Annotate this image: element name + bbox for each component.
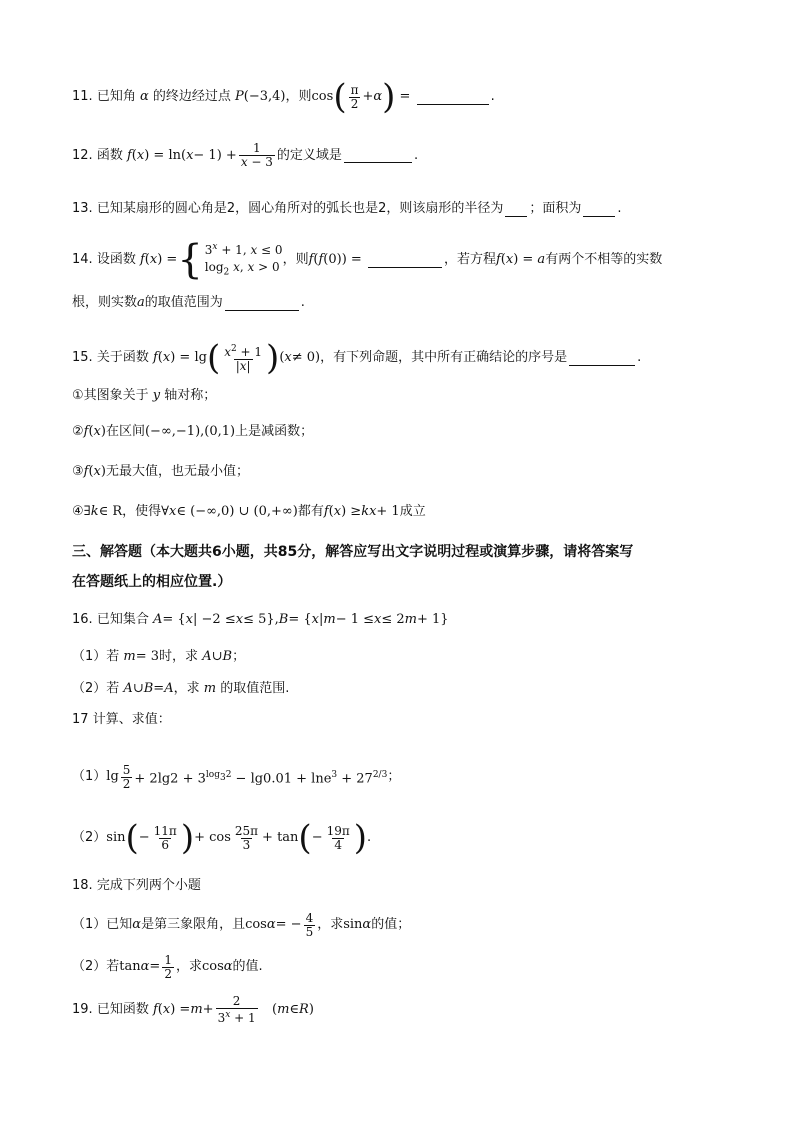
question-14-line2: 根，则实数 a 的取值范围为 . — [72, 295, 305, 310]
answer-blank[interactable] — [344, 148, 412, 163]
answer-blank[interactable] — [368, 253, 442, 268]
statement-2: ② f ( x ) 在区间 (−∞,−1),(0,1) 上是减函数； — [72, 424, 314, 439]
answer-blank[interactable] — [583, 202, 615, 217]
question-13: 13. 已知某扇形的圆心角是2，圆心角所对的弧长也是2，则该扇形的半径为 ；面积为 . — [72, 201, 622, 216]
question-17-part2: （2） sin ( − $\frac{11\pi}{6}$ ) + cos $\frac{25\pi}{3}$ + tan ( − $\frac{19\pi}{4}$ ) . — [72, 818, 372, 858]
answer-blank[interactable] — [225, 296, 299, 311]
section-heading-line2: 在答题纸上的相应位置.） — [72, 574, 232, 590]
answer-blank[interactable] — [505, 202, 527, 217]
question-12: 12. 函数 f ( x ) = ln( x − 1) + $\frac{1}{x - 3}$ 的定义域是 . — [72, 141, 419, 169]
statement-4: ④ ∃ k ∈ R ，使得 ∀ x ∈ (−∞,0) ∪ (0,+∞) 都有 f ( x ) ≥ kx + 1 成立 — [72, 504, 426, 519]
question-19: 19. 已知函数 f ( x ) = m + $\frac{2}{3^x + 1}$ ( m ∈ R ) — [72, 994, 314, 1025]
question-17-part1: （1） lg $\frac{5}{2}$ + $2\lg 2 + 3^{log_32} - \lg 0.01 + \ln e^3 + 27^{2/3}$ ； — [72, 762, 401, 791]
question-15: 15. 关于函数 f ( x ) = lg ( $\frac{x^2 + 1}{|x|}$ ) ( x ≠ 0) ，有下列命题，其中所有正确结论的序号是 . — [72, 338, 642, 378]
statement-1: ①其图象关于 y 轴对称； — [72, 388, 217, 403]
answer-blank[interactable] — [569, 351, 635, 366]
question-18-part1: （1）已知 α 是第三象限角，且 cos α = − $\frac{4}{5}$ ，求 sin α 的值； — [72, 910, 411, 939]
question-16-part1: （1）若 m = 3 时，求 A ∪ B ； — [72, 649, 246, 664]
question-17: 17 计算、求值： — [72, 712, 171, 727]
statement-3: ③ f ( x ) 无最大值，也无最小值； — [72, 464, 249, 479]
question-18: 18. 完成下列两个小题 — [72, 878, 201, 893]
answer-blank[interactable] — [417, 90, 489, 105]
question-14: 14. 设函数 f ( x ) = { $3^x + 1$, x ≤ 0 $\log_2 x$, x > 0 ，则 f ( f (0)) = ，若方程 f ( x ) = a 有两个不相等的实数 — [72, 237, 663, 283]
question-11: 11. 已知角 α 的终边经过点 P (−3,4) ，则 cos ( $\frac{\pi}{2}$ + α ) = . — [72, 77, 495, 117]
question-18-part2: （2）若 tan α = $\frac{1}{2}$ ，求 cos α 的值. — [72, 952, 263, 981]
section-heading: 三、解答题（本大题共6小题，共85分，解答应写出文字说明过程或演算步骤，请将答案写 — [72, 544, 634, 560]
question-16: 16. 已知集合 A = { x | −2 ≤ x ≤ 5}, B = { x | m − 1 ≤ x ≤ 2 m + 1} — [72, 612, 449, 627]
question-16-part2: （2）若 A ∪ B = A ，求 m 的取值范围. — [72, 681, 290, 696]
